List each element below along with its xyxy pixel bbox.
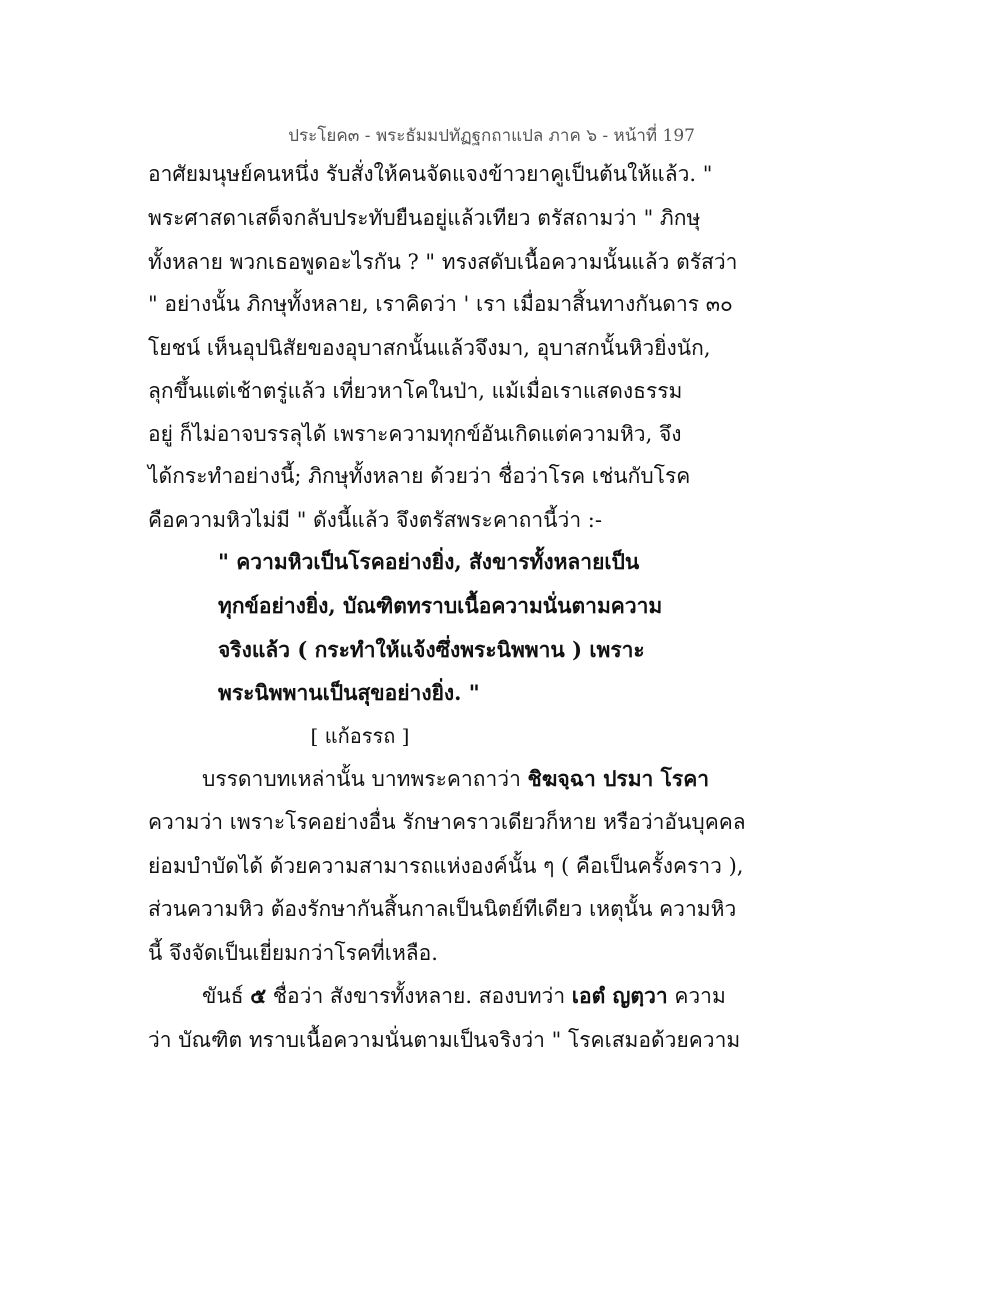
paragraph-line <box>202 765 709 793</box>
paragraph-line: อยู่ ก็ไม่อาจบรรลุได้ เพราะความทุกข์อันเกิดแต่ความหิว, จึง <box>148 422 682 446</box>
verse-line: " ความหิวเป็นโรคอย่างยิ่ง, สังขารทั้งหลายเป็น <box>218 549 640 574</box>
verse-line: จริงแล้ว ( กระทำให้แจ้งซึ่งพระนิพพาน ) เพราะ <box>218 637 645 662</box>
paragraph-line: ลุกขึ้นแต่เช้าตรู่แล้ว เที่ยวหาโคในป่า, แม้เมื่อเราแสดงธรรม <box>148 379 683 403</box>
paragraph-line: ได้กระทำอย่างนี้; ภิกษุทั้งหลาย ด้วยว่า ชื่อว่าโรค เช่นกับโรค <box>148 464 691 488</box>
paragraph-line: ส่วนความหิว ต้องรักษากันสิ้นกาลเป็นนิตย์ทีเดียว เหตุนั้น ความหิว <box>148 897 737 921</box>
paragraph-line: นี้ จึงจัดเป็นเยี่ยมกว่าโรคที่เหลือ. <box>148 941 438 965</box>
section-title: [ แก้อรรถ ] <box>310 724 410 748</box>
text-run: บรรดาบทเหล่านั้น บาทพระคาถาว่า <box>202 767 528 791</box>
verse-line: พระนิพพานเป็นสุขอย่างยิ่ง. " <box>218 680 480 705</box>
paragraph-line: โยชน์ เห็นอุปนิสัยของอุบาสกนั้นแล้วจึงมา, อุบาสกนั้นหิวยิ่งนัก, <box>148 336 711 360</box>
paragraph-line: " อย่างนั้น ภิกษุทั้งหลาย, เราคิดว่า ' เรา เมื่อมาสิ้นทางกันดาร ๓๐ <box>148 292 733 316</box>
verse-line: ทุกข์อย่างยิ่ง, บัณฑิตทราบเนื้อความนั่นตามความ <box>218 593 663 618</box>
paragraph-line <box>202 982 726 1010</box>
pali-term: ชิฆจฺฉา ปรมา โรคา <box>527 766 710 791</box>
paragraph-line: คือความหิวไม่มี " ดังนี้แล้ว จึงตรัสพระคาถานี้ว่า :- <box>148 508 602 532</box>
text-run: ชื่อว่า สังขารทั้งหลาย. สองบทว่า <box>266 984 572 1008</box>
text-run: ความ <box>667 984 726 1008</box>
paragraph-line: ความว่า เพราะโรคอย่างอื่น รักษาคราวเดียวก็หาย หรือว่าอันบุคคล <box>148 810 746 834</box>
paragraph-line: ว่า บัณฑิต ทราบเนื้อความนั่นตามเป็นจริงว่า " โรคเสมอด้วยความ <box>148 1028 741 1052</box>
page-header: ประโยค๓ - พระธัมมปทัฏฐกถาแปล ภาค ๖ - หน้าที่ 197 <box>288 126 695 146</box>
numeral: ๕ <box>250 983 267 1008</box>
paragraph-line: ทั้งหลาย พวกเธอพูดอะไรกัน ? " ทรงสดับเนื้อความนั้นแล้ว ตรัสว่า <box>148 250 738 274</box>
paragraph-line: ย่อมบำบัดได้ ด้วยความสามารถแห่งองค์นั้น ๆ ( คือเป็นครั้งคราว ), <box>148 854 744 878</box>
pali-term: เอตํ ญตฺวา <box>571 983 668 1008</box>
text-run: ขันธ์ <box>202 984 251 1008</box>
paragraph-line: อาศัยมนุษย์คนหนึ่ง รับสั่งให้คนจัดแจงข้าวยาคูเป็นต้นให้แล้ว. " <box>148 162 713 186</box>
paragraph-line: พระศาสดาเสด็จกลับประทับยืนอยู่แล้วเทียว ตรัสถามว่า " ภิกษุ <box>148 206 701 230</box>
